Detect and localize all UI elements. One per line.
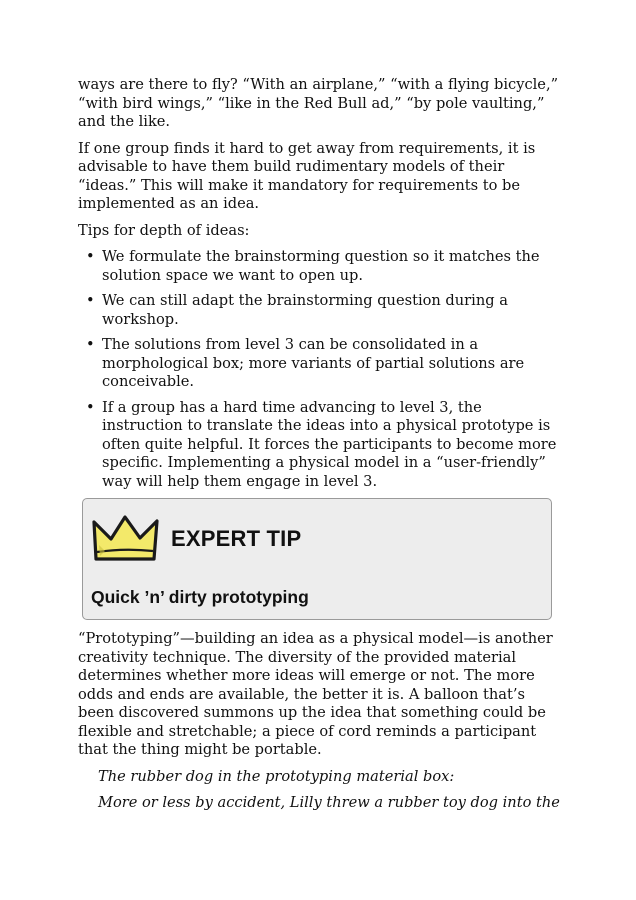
bullet-icon: • [86,248,95,265]
expert-tip-heading: EXPERT TIP [171,526,302,551]
bullet-icon: • [86,398,95,416]
paragraph-tips-heading: Tips for depth of ideas: [78,221,250,239]
bullet-icon: • [86,336,95,353]
list-item [86,398,562,492]
tips-list [78,248,562,491]
expert-tip-box [82,498,552,620]
story-title: The rubber dog in the prototyping material box: [98,767,455,785]
paragraph-prototyping: “Prototyping”—building an idea as a physical model—is another creativity technique. The diversity of the provided material determines whether more ideas will emerge or not. The more odds and ends are available, the better it is. A balloon that’s been discovered summons up the idea that something could be flexible and stretchable; a piece of cord reminds a participant that the thing might be portable. [78,630,553,758]
list-item [86,248,562,285]
crown-icon [91,515,161,565]
list-item [86,336,562,392]
story-paragraph: More or less by accident, Lilly threw a rubber toy dog into the [98,794,560,811]
list-item-text: If a group has a hard time advancing to level 3, the instruction to translate the ideas into a physical prototype is often quite helpful. It forces the participants to become more specific. Implementing a physical model in a “user-friendly” way will help them engage in level 3. [102,398,557,490]
page-content [78,76,562,821]
bullet-icon: • [86,292,95,309]
list-item-text: The solutions from level 3 can be consolidated in a morphological box; more variants of partial solutions are conceivable. [102,336,525,390]
paragraph-requirements: If one group finds it hard to get away from requirements, it is advisable to have them build rudimentary models of their “ideas.” This will make it mandatory for requirements to be implemented as an idea. [78,139,536,212]
list-item-text: We formulate the brainstorming question so it matches the solution space we want to open up. [102,248,540,284]
crown-body [94,517,157,559]
list-item [86,292,562,329]
list-item-text: We can still adapt the brainstorming question during a workshop. [102,292,508,328]
paragraph-ways-to-fly: ways are there to fly? “With an airplane,” “with a flying bicycle,” “with bird wings,” “like in the Red Bull ad,” “by pole vaulting,” and the like. [78,76,559,130]
expert-tip-subheading: Quick ’n’ dirty prototyping [91,587,309,607]
